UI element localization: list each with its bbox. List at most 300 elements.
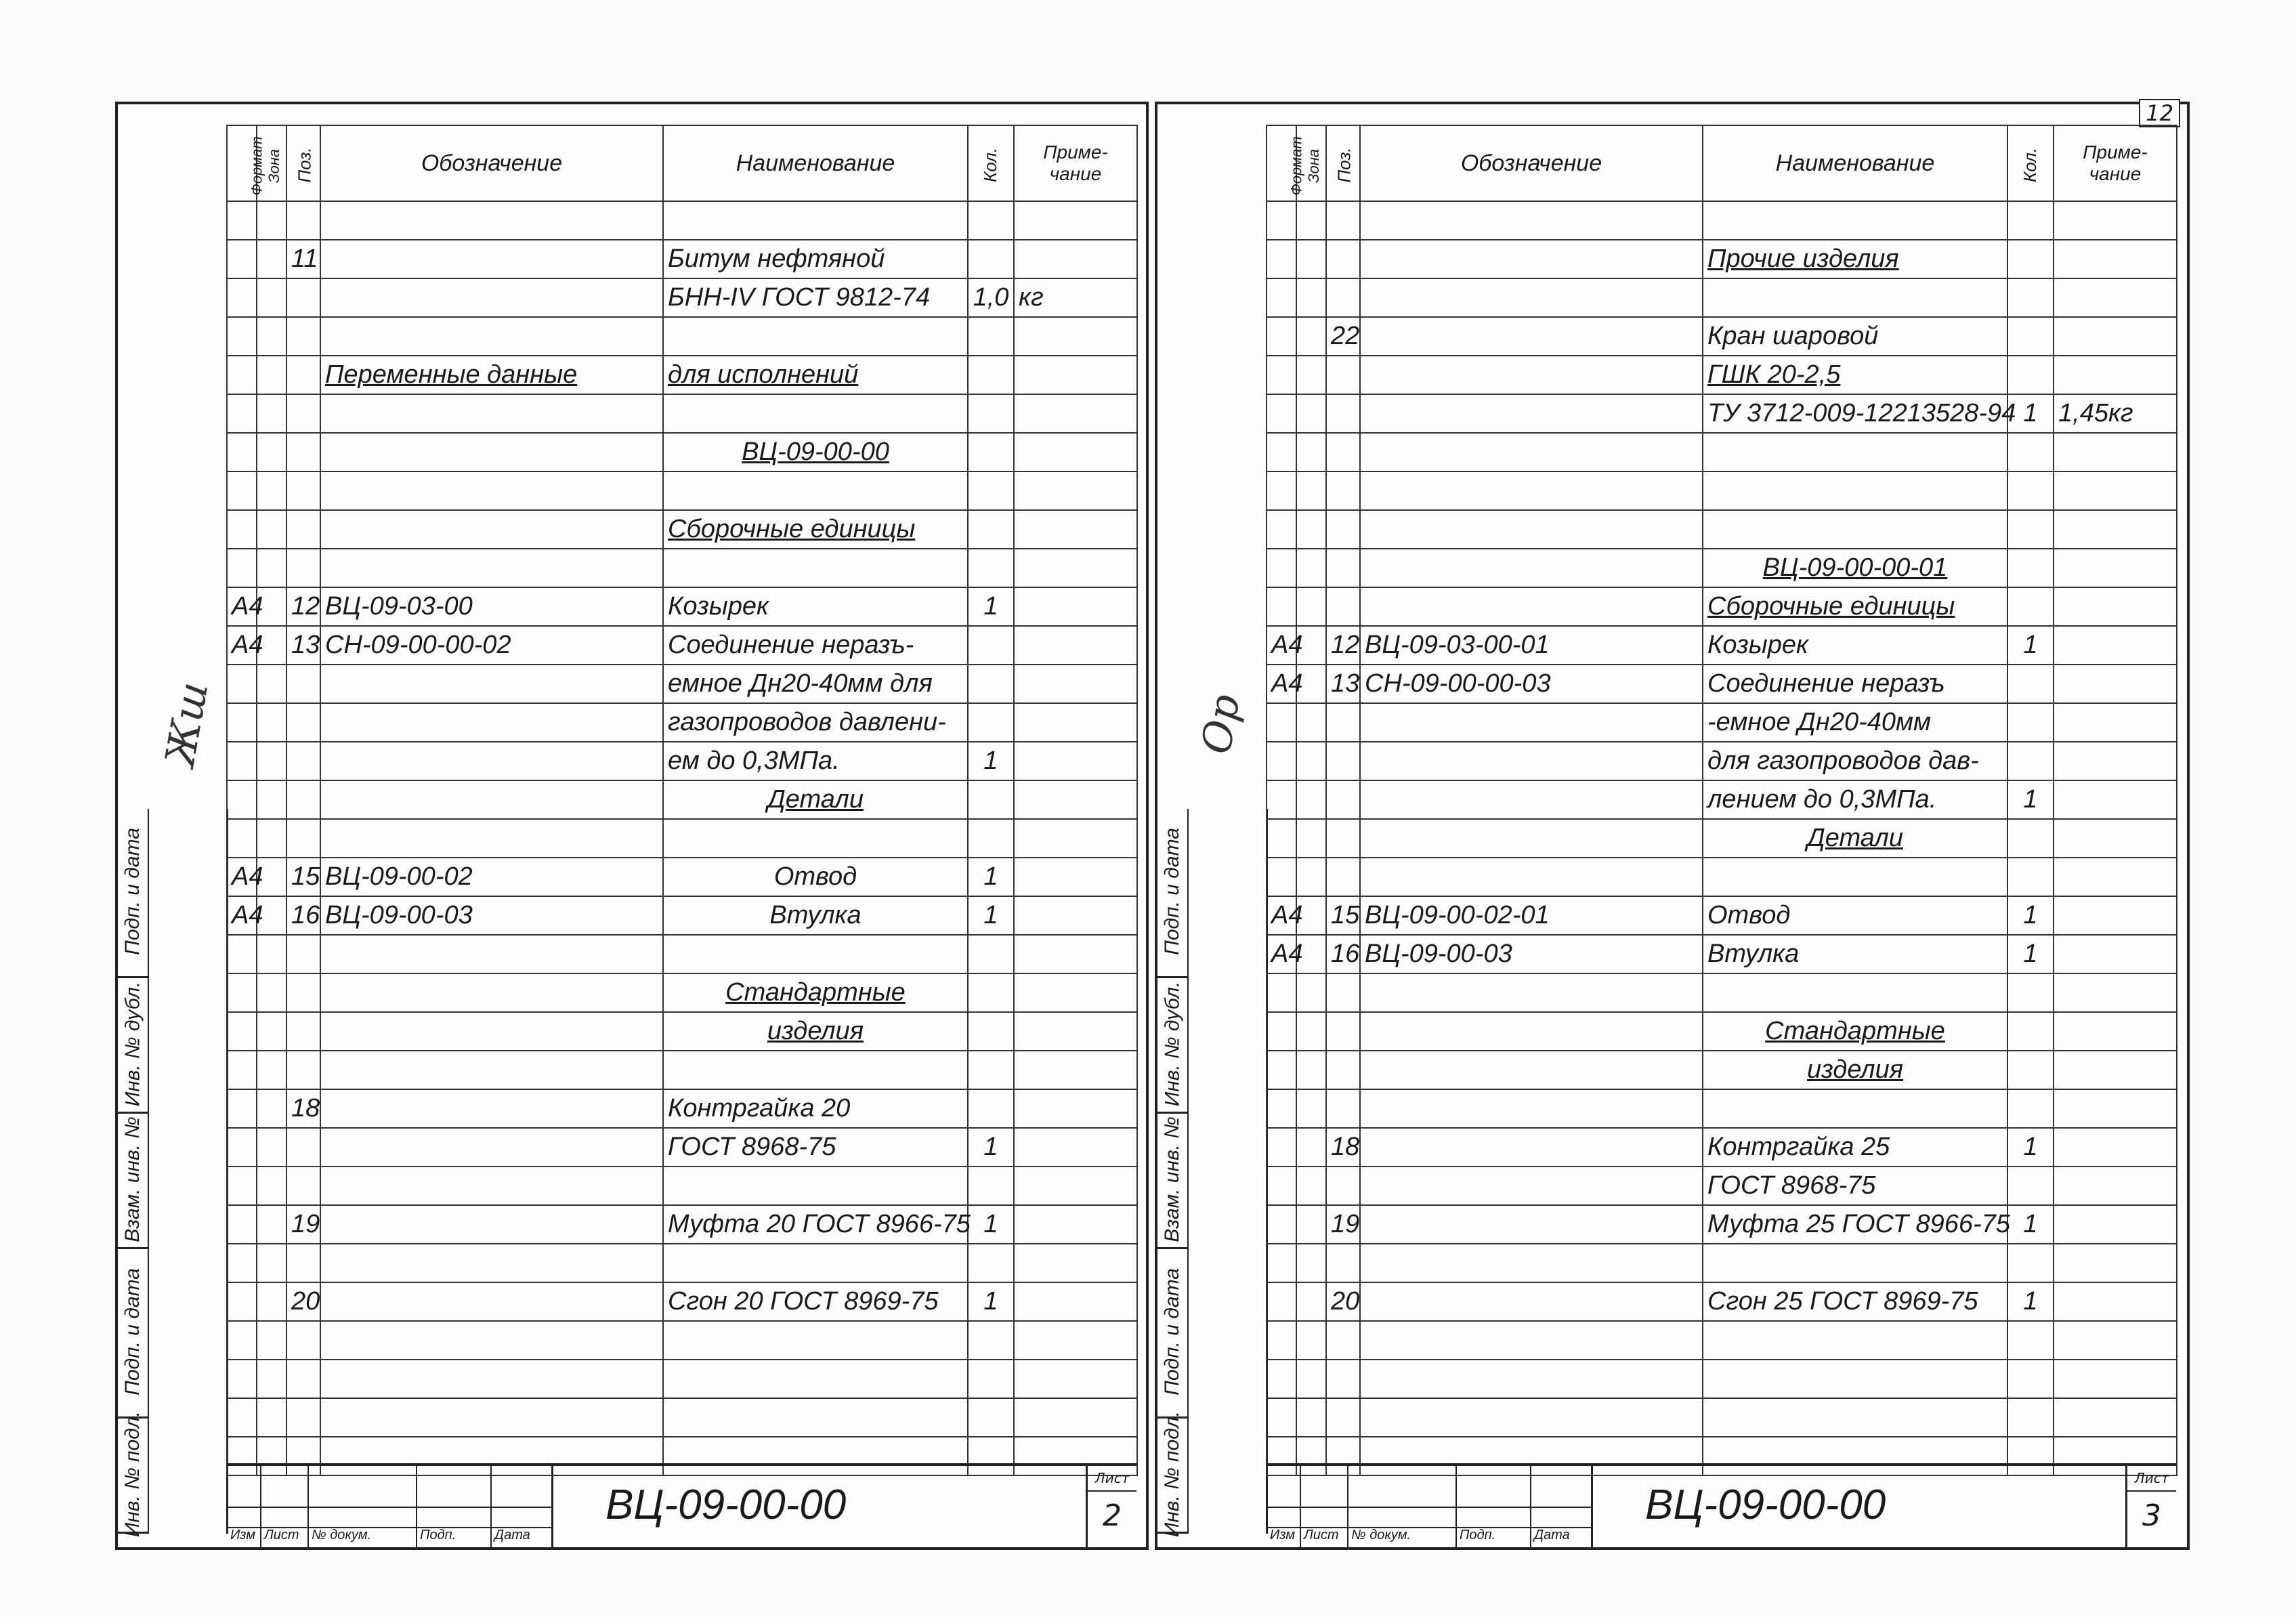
cell-note — [1014, 587, 1137, 626]
spec-row — [227, 278, 1137, 317]
cell-note — [1014, 1205, 1137, 1244]
cell-zone — [1296, 394, 1326, 433]
cell-pos — [1326, 1398, 1360, 1437]
cell-format — [227, 742, 257, 780]
sidebar-label — [118, 976, 148, 1114]
spec-row — [227, 665, 1137, 703]
sidebar-label — [1157, 1112, 1187, 1249]
spec-row — [227, 703, 1137, 742]
sidebar-label — [1157, 976, 1187, 1114]
cell-designation — [320, 1128, 663, 1167]
cell-name: Детали — [1703, 819, 2007, 858]
cell-pos: 18 — [1326, 1128, 1360, 1167]
cell-name — [1703, 1398, 2007, 1437]
cell-designation — [1360, 317, 1703, 356]
spec-row — [227, 935, 1137, 973]
cell-note — [1014, 742, 1137, 780]
cell-qty — [2007, 1398, 2054, 1437]
spec-row — [1267, 858, 2177, 896]
cell-zone — [1296, 1398, 1326, 1437]
cell-qty — [2007, 973, 2054, 1012]
cell-zone — [257, 665, 286, 703]
cell-zone — [1296, 1128, 1326, 1167]
cell-note — [1014, 510, 1137, 549]
spec-row — [227, 471, 1137, 510]
cell-qty — [968, 1089, 1014, 1128]
cell-designation — [1360, 587, 1703, 626]
cell-format — [1267, 433, 1296, 471]
cell-note — [1014, 471, 1137, 510]
cell-name: Сборочные единицы — [1703, 587, 2007, 626]
cell-designation: ВЦ-09-00-03 — [1360, 935, 1703, 973]
cell-note — [2054, 935, 2177, 973]
spec-row — [1267, 973, 2177, 1012]
cell-format — [1267, 1360, 1296, 1398]
cell-designation — [1360, 510, 1703, 549]
spec-row — [1267, 356, 2177, 394]
cell-pos — [286, 1167, 320, 1205]
cell-pos: 22 — [1326, 317, 1360, 356]
signature-mark: Ор — [1192, 690, 1250, 758]
cell-note — [1014, 935, 1137, 973]
signature-mark: Жш — [156, 678, 218, 770]
cell-name — [663, 1360, 968, 1398]
cell-name: Втулка — [663, 896, 968, 935]
header-pos: Поз. — [286, 125, 320, 201]
spec-row — [1267, 1089, 2177, 1128]
spec-row — [1267, 819, 2177, 858]
cell-pos — [1326, 549, 1360, 587]
cell-pos — [286, 780, 320, 819]
cell-qty: 1 — [2007, 896, 2054, 935]
cell-designation — [320, 394, 663, 433]
tb-label-sign: Подп. — [1460, 1528, 1496, 1542]
page-number: 12 — [2139, 99, 2180, 127]
cell-note — [2054, 1282, 2177, 1321]
cell-qty — [968, 394, 1014, 433]
cell-format — [1267, 1012, 1296, 1051]
cell-format — [1267, 510, 1296, 549]
cell-qty — [2007, 819, 2054, 858]
header-note: Приме-чание — [2054, 125, 2177, 201]
cell-pos — [1326, 471, 1360, 510]
cell-qty: 1 — [2007, 935, 2054, 973]
cell-zone — [257, 317, 286, 356]
cell-note — [1014, 626, 1137, 665]
cell-format — [1267, 1282, 1296, 1321]
cell-pos — [286, 1012, 320, 1051]
cell-pos — [286, 394, 320, 433]
cell-format — [227, 1012, 257, 1051]
cell-zone — [257, 973, 286, 1012]
cell-designation — [1360, 1051, 1703, 1089]
cell-qty — [2007, 858, 2054, 896]
cell-name: изделия — [663, 1012, 968, 1051]
cell-note — [2054, 1360, 2177, 1398]
cell-pos — [286, 1128, 320, 1167]
cell-format — [1267, 240, 1296, 278]
spec-row — [227, 394, 1137, 433]
spec-row — [1267, 1321, 2177, 1360]
header-format: Формат — [227, 125, 257, 201]
cell-name — [1703, 278, 2007, 317]
cell-qty: 1 — [968, 587, 1014, 626]
spec-row — [227, 896, 1137, 935]
cell-zone — [257, 1051, 286, 1089]
cell-qty — [2007, 278, 2054, 317]
cell-qty — [2007, 201, 2054, 240]
cell-pos: 15 — [1326, 896, 1360, 935]
cell-pos — [1326, 240, 1360, 278]
cell-qty — [968, 626, 1014, 665]
cell-designation — [320, 1012, 663, 1051]
cell-format — [1267, 1167, 1296, 1205]
cell-note — [2054, 973, 2177, 1012]
cell-note — [1014, 703, 1137, 742]
sheet-number-box — [1086, 1466, 1136, 1547]
sidebar-label — [118, 1247, 148, 1419]
cell-name — [663, 317, 968, 356]
spec-row — [1267, 703, 2177, 742]
cell-qty — [2007, 1051, 2054, 1089]
cell-format — [227, 1398, 257, 1437]
sidebar-label-text: Инв. № дубл. — [1161, 981, 1183, 1107]
cell-name — [1703, 1360, 2007, 1398]
spec-row — [1267, 433, 2177, 471]
cell-format — [1267, 201, 1296, 240]
cell-name: Козырек — [663, 587, 968, 626]
cell-note — [1014, 896, 1137, 935]
spec-row — [227, 510, 1137, 549]
cell-format — [227, 471, 257, 510]
cell-note — [1014, 1128, 1137, 1167]
spec-row — [1267, 1167, 2177, 1205]
cell-format — [1267, 742, 1296, 780]
cell-qty — [968, 703, 1014, 742]
cell-zone — [1296, 356, 1326, 394]
cell-name: газопроводов давлени- — [663, 703, 968, 742]
cell-pos — [1326, 1012, 1360, 1051]
cell-qty — [2007, 703, 2054, 742]
spec-row — [1267, 1360, 2177, 1398]
cell-name: БНН-IV ГОСТ 9812-74 — [663, 278, 968, 317]
cell-note — [1014, 240, 1137, 278]
cell-qty: 1 — [968, 858, 1014, 896]
cell-qty — [2007, 1012, 2054, 1051]
cell-note — [1014, 356, 1137, 394]
cell-format — [227, 549, 257, 587]
spec-row — [227, 1051, 1137, 1089]
cell-pos: 11 — [286, 240, 320, 278]
header-qty: Кол. — [968, 125, 1014, 201]
tb-label-izm: Изм — [230, 1528, 256, 1542]
cell-format — [1267, 973, 1296, 1012]
cell-note — [2054, 433, 2177, 471]
cell-designation — [320, 1205, 663, 1244]
cell-pos — [1326, 1360, 1360, 1398]
sidebar-label-text: Подп. и дата — [1161, 1268, 1183, 1395]
cell-zone — [1296, 471, 1326, 510]
cell-qty — [968, 510, 1014, 549]
cell-pos — [286, 433, 320, 471]
cell-designation — [320, 1321, 663, 1360]
cell-qty — [968, 471, 1014, 510]
cell-zone — [257, 394, 286, 433]
cell-zone — [1296, 240, 1326, 278]
cell-name: Битум нефтяной — [663, 240, 968, 278]
spec-row — [1267, 665, 2177, 703]
cell-note — [1014, 201, 1137, 240]
tb-label-date: Дата — [494, 1528, 530, 1542]
sheet-number: 2 — [1103, 1498, 1122, 1533]
spec-row — [1267, 317, 2177, 356]
cell-pos: 13 — [286, 626, 320, 665]
cell-designation — [320, 819, 663, 858]
cell-zone — [1296, 1089, 1326, 1128]
cell-pos — [1326, 394, 1360, 433]
cell-qty — [968, 1398, 1014, 1437]
header-zone: Зона — [257, 125, 286, 201]
cell-zone — [257, 201, 286, 240]
cell-format — [1267, 278, 1296, 317]
cell-designation — [320, 780, 663, 819]
cell-zone — [1296, 510, 1326, 549]
spec-row — [227, 1282, 1137, 1321]
cell-pos — [1326, 587, 1360, 626]
cell-note — [1014, 1321, 1137, 1360]
header-name: Наименование — [663, 125, 968, 201]
cell-designation — [320, 510, 663, 549]
spec-row — [227, 1089, 1137, 1128]
sidebar-divider — [1187, 809, 1189, 1534]
spec-table-right — [1266, 125, 2177, 1476]
cell-name: Контргайка 25 — [1703, 1128, 2007, 1167]
cell-pos: 19 — [286, 1205, 320, 1244]
cell-zone — [257, 1360, 286, 1398]
cell-note — [1014, 665, 1137, 703]
cell-note — [2054, 1051, 2177, 1089]
tb-label-izm: Изм — [1270, 1528, 1296, 1542]
spec-row — [1267, 394, 2177, 433]
cell-name: Стандартные — [1703, 1012, 2007, 1051]
cell-zone — [1296, 819, 1326, 858]
cell-note — [2054, 703, 2177, 742]
cell-format — [227, 935, 257, 973]
cell-note — [1014, 819, 1137, 858]
cell-designation — [1360, 471, 1703, 510]
cell-name — [663, 1167, 968, 1205]
cell-designation — [320, 1360, 663, 1398]
cell-zone — [1296, 973, 1326, 1012]
cell-zone — [1296, 317, 1326, 356]
cell-format — [1267, 549, 1296, 587]
cell-zone — [257, 780, 286, 819]
tb-label-doc: № докум. — [312, 1528, 372, 1542]
cell-qty: 1 — [968, 1282, 1014, 1321]
cell-name: ТУ 3712-009-12213528-94 — [1703, 394, 2007, 433]
cell-zone — [257, 240, 286, 278]
cell-name: Детали — [663, 780, 968, 819]
cell-designation: СН-09-00-00-03 — [1360, 665, 1703, 703]
cell-zone — [1296, 1051, 1326, 1089]
cell-name — [663, 1321, 968, 1360]
cell-designation — [320, 1089, 663, 1128]
cell-name — [663, 394, 968, 433]
cell-pos — [286, 1360, 320, 1398]
cell-name: Стандартные — [663, 973, 968, 1012]
cell-zone — [1296, 1360, 1326, 1398]
cell-name — [663, 1398, 968, 1437]
spec-row — [227, 780, 1137, 819]
cell-qty: 1 — [968, 1128, 1014, 1167]
cell-pos — [1326, 742, 1360, 780]
cell-designation — [1360, 549, 1703, 587]
cell-format — [1267, 858, 1296, 896]
cell-name — [663, 1244, 968, 1282]
cell-format — [227, 703, 257, 742]
cell-designation — [1360, 1012, 1703, 1051]
cell-format — [227, 317, 257, 356]
cell-format — [227, 1051, 257, 1089]
cell-note — [2054, 858, 2177, 896]
cell-pos: 20 — [286, 1282, 320, 1321]
header-designation: Обозначение — [320, 125, 663, 201]
cell-format — [227, 1205, 257, 1244]
cell-qty — [968, 1360, 1014, 1398]
spec-row — [1267, 935, 2177, 973]
cell-note — [1014, 1012, 1137, 1051]
cell-qty: 1 — [2007, 1282, 2054, 1321]
cell-note — [1014, 317, 1137, 356]
spec-row — [1267, 1012, 2177, 1051]
cell-format: А4 — [227, 896, 257, 935]
cell-name: Сгон 20 ГОСТ 8969-75 — [663, 1282, 968, 1321]
spec-row — [227, 626, 1137, 665]
cell-designation: Переменные данные — [320, 356, 663, 394]
spec-row — [1267, 1205, 2177, 1244]
sidebar-label — [118, 807, 148, 978]
spec-row — [1267, 471, 2177, 510]
cell-pos — [286, 1051, 320, 1089]
cell-zone — [257, 1321, 286, 1360]
cell-designation — [320, 1244, 663, 1282]
cell-name: Отвод — [1703, 896, 2007, 935]
cell-qty: 1 — [2007, 626, 2054, 665]
sidebar-label-text: Инв. № подл. — [1161, 1410, 1183, 1538]
cell-note — [1014, 394, 1137, 433]
cell-zone — [1296, 1244, 1326, 1282]
spec-sheet-left — [115, 102, 1149, 1550]
cell-qty — [968, 201, 1014, 240]
sidebar-label — [1157, 1410, 1187, 1538]
cell-format — [1267, 471, 1296, 510]
cell-pos — [1326, 819, 1360, 858]
cell-name: для газопроводов дав- — [1703, 742, 2007, 780]
cell-format — [227, 394, 257, 433]
cell-qty — [968, 780, 1014, 819]
cell-pos — [1326, 1244, 1360, 1282]
cell-designation — [1360, 780, 1703, 819]
spec-row — [227, 973, 1137, 1012]
cell-note — [2054, 1205, 2177, 1244]
cell-designation — [1360, 1089, 1703, 1128]
cell-zone — [257, 1244, 286, 1282]
cell-qty — [2007, 240, 2054, 278]
cell-format — [227, 973, 257, 1012]
cell-note — [1014, 433, 1137, 471]
cell-pos: 16 — [286, 896, 320, 935]
cell-designation — [320, 935, 663, 973]
cell-note — [2054, 278, 2177, 317]
spec-row — [227, 1205, 1137, 1244]
cell-designation — [1360, 1398, 1703, 1437]
cell-pos — [286, 935, 320, 973]
cell-note — [2054, 587, 2177, 626]
cell-pos — [1326, 1321, 1360, 1360]
cell-zone — [1296, 780, 1326, 819]
cell-qty: 1 — [2007, 780, 2054, 819]
cell-format — [227, 1244, 257, 1282]
cell-zone — [257, 549, 286, 587]
cell-qty — [968, 549, 1014, 587]
cell-format — [1267, 1205, 1296, 1244]
spec-header-row — [1267, 125, 2177, 201]
cell-zone — [1296, 1321, 1326, 1360]
sidebar-label-text: Подп. и дата — [1161, 828, 1183, 955]
cell-name: Муфта 25 ГОСТ 8966-75 — [1703, 1205, 2007, 1244]
cell-designation — [320, 1167, 663, 1205]
cell-format — [227, 356, 257, 394]
cell-designation — [1360, 1167, 1703, 1205]
cell-name: Соединение неразъ- — [663, 626, 968, 665]
cell-note — [2054, 780, 2177, 819]
cell-qty — [968, 1167, 1014, 1205]
cell-zone — [1296, 1167, 1326, 1205]
cell-designation — [320, 240, 663, 278]
cell-qty: 1,0 — [968, 278, 1014, 317]
cell-note — [2054, 1398, 2177, 1437]
cell-format — [227, 278, 257, 317]
cell-name: емное Дн20-40мм для — [663, 665, 968, 703]
cell-note — [2054, 317, 2177, 356]
spec-row — [227, 317, 1137, 356]
cell-designation — [1360, 433, 1703, 471]
cell-designation: ВЦ-09-03-00 — [320, 587, 663, 626]
cell-name: ем до 0,3МПа. — [663, 742, 968, 780]
cell-pos — [286, 549, 320, 587]
cell-name: Муфта 20 ГОСТ 8966-75 — [663, 1205, 968, 1244]
cell-name: Сборочные единицы — [663, 510, 968, 549]
header-zone: Зона — [1296, 125, 1326, 201]
cell-zone — [1296, 742, 1326, 780]
spec-header-row — [227, 125, 1137, 201]
spec-row — [227, 1244, 1137, 1282]
cell-note — [1014, 1244, 1137, 1282]
cell-name — [663, 549, 968, 587]
cell-name — [1703, 201, 2007, 240]
cell-designation — [1360, 1128, 1703, 1167]
cell-name: Козырек — [1703, 626, 2007, 665]
spec-row — [1267, 201, 2177, 240]
cell-name — [1703, 1244, 2007, 1282]
cell-pos: 13 — [1326, 665, 1360, 703]
cell-zone — [257, 278, 286, 317]
spec-row — [227, 742, 1137, 780]
cell-pos — [286, 819, 320, 858]
cell-designation — [320, 278, 663, 317]
cell-format — [227, 201, 257, 240]
cell-format — [1267, 703, 1296, 742]
